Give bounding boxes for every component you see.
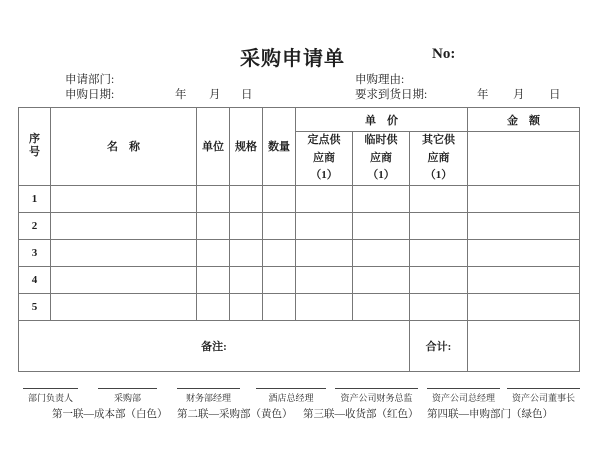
amount-cell — [468, 239, 580, 266]
name-cell — [51, 293, 197, 320]
other-supplier-price-cell — [410, 293, 468, 320]
items-table — [18, 107, 580, 372]
purchase-date-label: 申购日期: — [65, 89, 115, 101]
required-date-day-label: 日 — [549, 89, 561, 101]
amount-cell — [468, 293, 580, 320]
qty-cell — [263, 239, 296, 266]
purchase-date-year-label: 年 — [175, 89, 187, 101]
temporary-supplier-price-cell — [353, 266, 410, 293]
col-header-temporary-supplier: 临时供应商（1） — [353, 132, 410, 186]
unit-cell — [197, 212, 230, 239]
copy-note-2: 第二联—采购部（黄色） — [177, 409, 293, 420]
qty-cell — [263, 185, 296, 212]
total-value-cell — [468, 320, 580, 371]
col-header-designated-supplier: 定点供应商（1） — [296, 132, 353, 186]
signature-asset-chairman: 资产公司董事长 — [507, 388, 580, 404]
copy-note-1: 第一联—成本部（白色） — [52, 409, 168, 420]
spec-cell — [230, 266, 263, 293]
spec-cell — [230, 293, 263, 320]
name-cell — [51, 185, 197, 212]
designated-supplier-price-cell — [296, 293, 353, 320]
unit-cell — [197, 239, 230, 266]
amount-cell — [468, 266, 580, 293]
qty-cell — [263, 266, 296, 293]
name-cell — [51, 212, 197, 239]
other-supplier-price-cell — [410, 185, 468, 212]
signature-finance-manager: 财务部经理 — [177, 388, 240, 404]
seq-cell: 5 — [19, 293, 51, 320]
total-label-cell: 合计: — [410, 320, 468, 371]
signature-hotel-gm: 酒店总经理 — [256, 388, 326, 404]
col-header-qty: 数量 — [263, 108, 296, 186]
seq-cell: 2 — [19, 212, 51, 239]
temporary-supplier-price-cell — [353, 185, 410, 212]
col-header-seq: 序号 — [19, 108, 51, 186]
spec-cell — [230, 212, 263, 239]
qty-cell — [263, 212, 296, 239]
unit-cell — [197, 293, 230, 320]
amount-subheader-empty-cell — [468, 132, 580, 186]
col-header-other-supplier: 其它供应商（1） — [410, 132, 468, 186]
apply-dept-label: 申请部门: — [65, 74, 115, 86]
col-header-amount: 金 额 — [468, 108, 580, 132]
signature-asset-gm: 资产公司总经理 — [427, 388, 500, 404]
spec-cell — [230, 239, 263, 266]
copy-note-3: 第三联—收货部（红色） — [303, 409, 419, 420]
amount-cell — [468, 212, 580, 239]
table-row — [19, 185, 580, 212]
spec-cell — [230, 185, 263, 212]
designated-supplier-price-cell — [296, 212, 353, 239]
unit-cell — [197, 266, 230, 293]
purchase-date-month-label: 月 — [209, 89, 221, 101]
other-supplier-price-cell — [410, 266, 468, 293]
seq-cell: 3 — [19, 239, 51, 266]
purchase-date-day-label: 日 — [241, 89, 253, 101]
qty-cell — [263, 293, 296, 320]
other-supplier-price-cell — [410, 212, 468, 239]
seq-cell: 4 — [19, 266, 51, 293]
name-cell — [51, 239, 197, 266]
col-header-spec: 规格 — [230, 108, 263, 186]
signature-asset-finance-director: 资产公司财务总监 — [335, 388, 418, 404]
required-date-month-label: 月 — [513, 89, 525, 101]
unit-cell — [197, 185, 230, 212]
signature-purchasing-dept: 采购部 — [98, 388, 157, 404]
signature-dept-head: 部门负责人 — [23, 388, 78, 404]
table-row — [19, 239, 580, 266]
col-header-unit-price: 单 价 — [296, 108, 468, 132]
col-header-name: 名 称 — [51, 108, 197, 186]
remarks-cell: 备注: — [19, 320, 410, 371]
name-cell — [51, 266, 197, 293]
other-supplier-price-cell — [410, 239, 468, 266]
table-row — [19, 212, 580, 239]
designated-supplier-price-cell — [296, 185, 353, 212]
temporary-supplier-price-cell — [353, 293, 410, 320]
temporary-supplier-price-cell — [353, 212, 410, 239]
table-row — [19, 266, 580, 293]
designated-supplier-price-cell — [296, 239, 353, 266]
amount-cell — [468, 185, 580, 212]
table-row — [19, 293, 580, 320]
doc-no-label: No: — [432, 46, 456, 62]
temporary-supplier-price-cell — [353, 239, 410, 266]
col-header-unit: 单位 — [197, 108, 230, 186]
purchase-reason-label: 申购理由: — [355, 74, 405, 86]
designated-supplier-price-cell — [296, 266, 353, 293]
copy-note-4: 第四联—申购部门（绿色） — [427, 409, 553, 420]
required-date-year-label: 年 — [477, 89, 489, 101]
seq-cell: 1 — [19, 185, 51, 212]
required-date-label: 要求到货日期: — [355, 89, 428, 101]
page-title: 采购申请单 — [240, 46, 345, 70]
